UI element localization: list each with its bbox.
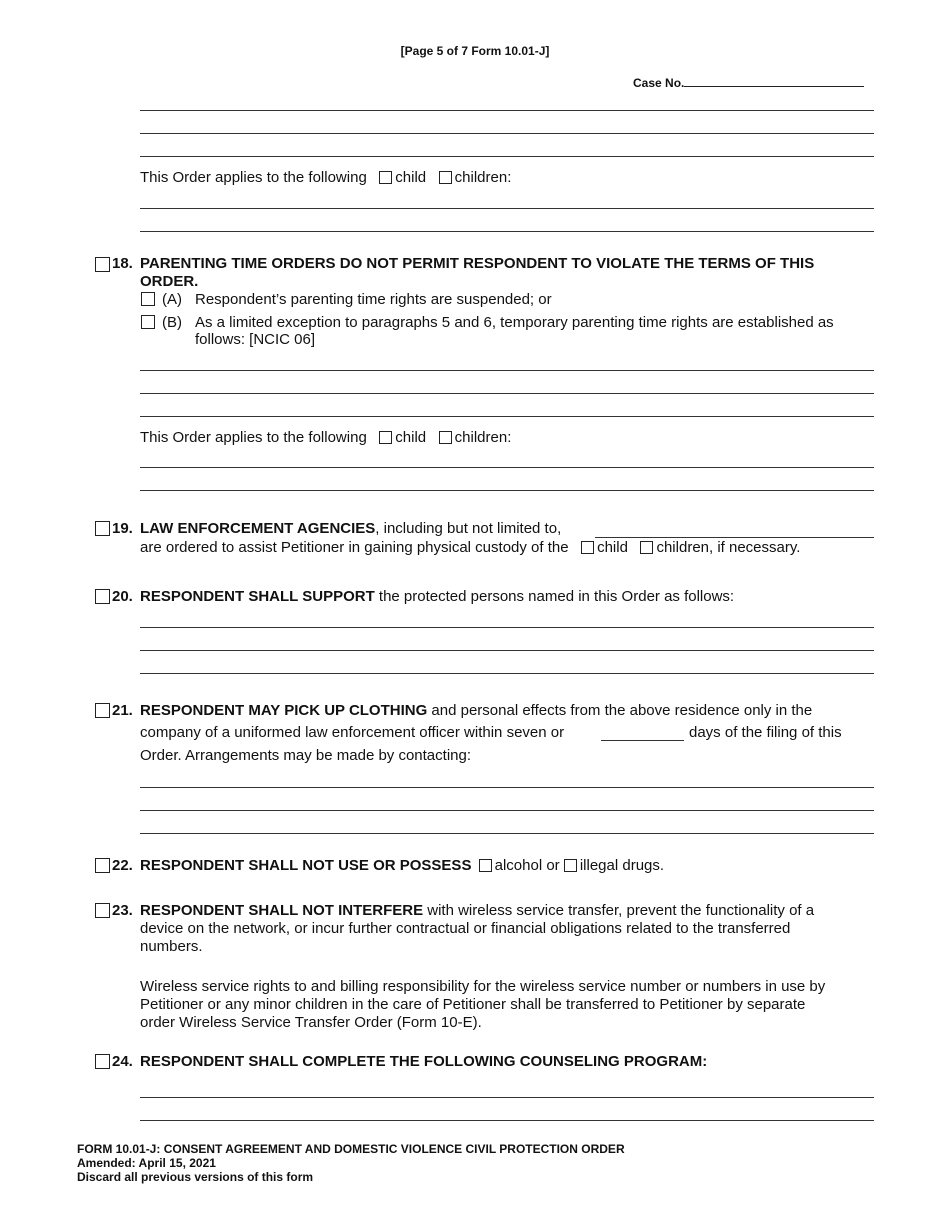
illegal-drugs-checkbox[interactable] [564, 859, 577, 872]
item-21-line3: Order. Arrangements may be made by contacting: [140, 747, 472, 764]
illegal-drugs-label: illegal drugs. [579, 857, 665, 874]
children-label: children: [454, 169, 512, 186]
item-18b-text-line1: As a limited exception to paragraphs 5 and 6, temporary parenting time rights are established as [195, 314, 834, 331]
item-22-checkbox[interactable] [95, 858, 110, 873]
children-label: children: [454, 429, 512, 446]
item-23-text1: with wireless service transfer, prevent the functionality of a [423, 902, 815, 919]
blank-line[interactable] [140, 490, 874, 491]
agency-blank[interactable] [595, 537, 874, 538]
item-20-line [140, 588, 734, 606]
case-number-label: Case No. [633, 76, 685, 90]
item-22-line [140, 857, 664, 875]
item-21-checkbox[interactable] [95, 703, 110, 718]
item-20-number: 20. [112, 588, 133, 605]
child-label: child [395, 429, 427, 446]
case-number-blank[interactable] [684, 74, 864, 87]
item-21-text2a: company of a uniformed law enforcement officer within seven or [140, 724, 565, 741]
footer-form-title: FORM 10.01-J: CONSENT AGREEMENT AND DOMESTIC VIOLENCE CIVIL PROTECTION ORDER [77, 1142, 625, 1156]
item-21-line1 [140, 702, 812, 720]
item-23-line2: device on the network, or incur further contractual or financial obligations related to the transferred [140, 920, 791, 937]
item-21-line2 [140, 724, 564, 742]
alcohol-checkbox[interactable] [479, 859, 492, 872]
item-18b-label: (B) [162, 314, 182, 331]
item-23-checkbox[interactable] [95, 903, 110, 918]
footer [77, 1142, 625, 1184]
item-18a-text: Respondent’s parenting time rights are suspended; or [195, 291, 552, 308]
days-blank[interactable] [601, 740, 684, 741]
item-24-number: 24. [112, 1053, 133, 1070]
item-18-checkbox[interactable] [95, 257, 110, 272]
applies-text: This Order applies to the following [140, 429, 367, 446]
children-label: children, if necessary. [656, 539, 801, 556]
item-23-para-line2: Petitioner or any minor children in the care of Petitioner shall be transferred to Petitioner by separate [140, 996, 806, 1013]
item-19-line1 [140, 520, 561, 538]
item-19-text2: are ordered to assist Petitioner in gaining physical custody of the [140, 539, 569, 556]
blank-line[interactable] [140, 467, 874, 468]
blank-line[interactable] [140, 787, 874, 788]
blank-line[interactable] [140, 833, 874, 834]
child-label: child [395, 169, 427, 186]
blank-line[interactable] [140, 1097, 874, 1098]
blank-line[interactable] [140, 416, 874, 417]
footer-discard-note: Discard all previous versions of this form [77, 1170, 314, 1184]
item-21-text2b: days of the filing of this [689, 724, 842, 741]
blank-line[interactable] [140, 208, 874, 209]
applies-to-line-2 [140, 429, 511, 447]
blank-line[interactable] [140, 370, 874, 371]
item-20-text: the protected persons named in this Order as follows: [374, 588, 735, 605]
child-checkbox[interactable] [379, 431, 392, 444]
children-checkbox[interactable] [640, 541, 653, 554]
alcohol-label: alcohol or [494, 857, 560, 874]
item-21-title: RESPONDENT MAY PICK UP CLOTHING [140, 702, 428, 719]
item-18-title-line2: ORDER. [140, 273, 199, 290]
children-checkbox[interactable] [439, 171, 452, 184]
item-20-checkbox[interactable] [95, 589, 110, 604]
blank-line[interactable] [140, 110, 874, 111]
blank-line[interactable] [140, 393, 874, 394]
item-18a-checkbox[interactable] [141, 292, 155, 306]
case-number-field[interactable] [633, 74, 864, 90]
blank-line[interactable] [140, 231, 874, 232]
page-label: [Page 5 of 7 Form 10.01-J] [400, 44, 550, 58]
blank-line[interactable] [140, 673, 874, 674]
item-23-number: 23. [112, 902, 133, 919]
item-23-para-line1: Wireless service rights to and billing responsibility for the wireless service number or numbers in use by [140, 978, 826, 995]
item-18b-checkbox[interactable] [141, 315, 155, 329]
item-19-checkbox[interactable] [95, 521, 110, 536]
footer-amended: Amended: April 15, 2021 [77, 1156, 216, 1170]
item-23-line3: numbers. [140, 938, 203, 955]
child-checkbox[interactable] [581, 541, 594, 554]
item-21-text1: and personal effects from the above residence only in the [427, 702, 813, 719]
item-18-number: 18. [112, 255, 133, 272]
blank-line[interactable] [140, 627, 874, 628]
applies-text: This Order applies to the following [140, 169, 367, 186]
applies-to-line-1 [140, 169, 511, 187]
blank-line[interactable] [140, 650, 874, 651]
item-19-title: LAW ENFORCEMENT AGENCIES [140, 520, 376, 537]
blank-line[interactable] [140, 1120, 874, 1121]
blank-line[interactable] [140, 810, 874, 811]
item-19-text1: , including but not limited to, [375, 520, 562, 537]
children-checkbox[interactable] [439, 431, 452, 444]
blank-line[interactable] [140, 156, 874, 157]
blank-line[interactable] [140, 133, 874, 134]
item-20-title: RESPONDENT SHALL SUPPORT [140, 588, 375, 605]
item-24-checkbox[interactable] [95, 1054, 110, 1069]
item-24-title: RESPONDENT SHALL COMPLETE THE FOLLOWING COUNSELING PROGRAM: [140, 1053, 708, 1070]
item-18b-text-line2: follows: [NCIC 06] [195, 331, 316, 348]
item-23-para-line3: order Wireless Service Transfer Order (Form 10-E). [140, 1014, 482, 1031]
item-18-title-line1: PARENTING TIME ORDERS DO NOT PERMIT RESPONDENT TO VIOLATE THE TERMS OF THIS [140, 255, 815, 272]
item-23-line1 [140, 902, 814, 920]
item-22-number: 22. [112, 857, 133, 874]
child-checkbox[interactable] [379, 171, 392, 184]
item-23-title: RESPONDENT SHALL NOT INTERFERE [140, 902, 424, 919]
item-21-number: 21. [112, 702, 133, 719]
item-19-number: 19. [112, 520, 133, 537]
item-18a-label: (A) [162, 291, 182, 308]
child-label: child [597, 539, 628, 556]
item-22-title: RESPONDENT SHALL NOT USE OR POSSESS [140, 857, 472, 874]
item-19-line2 [140, 539, 800, 557]
